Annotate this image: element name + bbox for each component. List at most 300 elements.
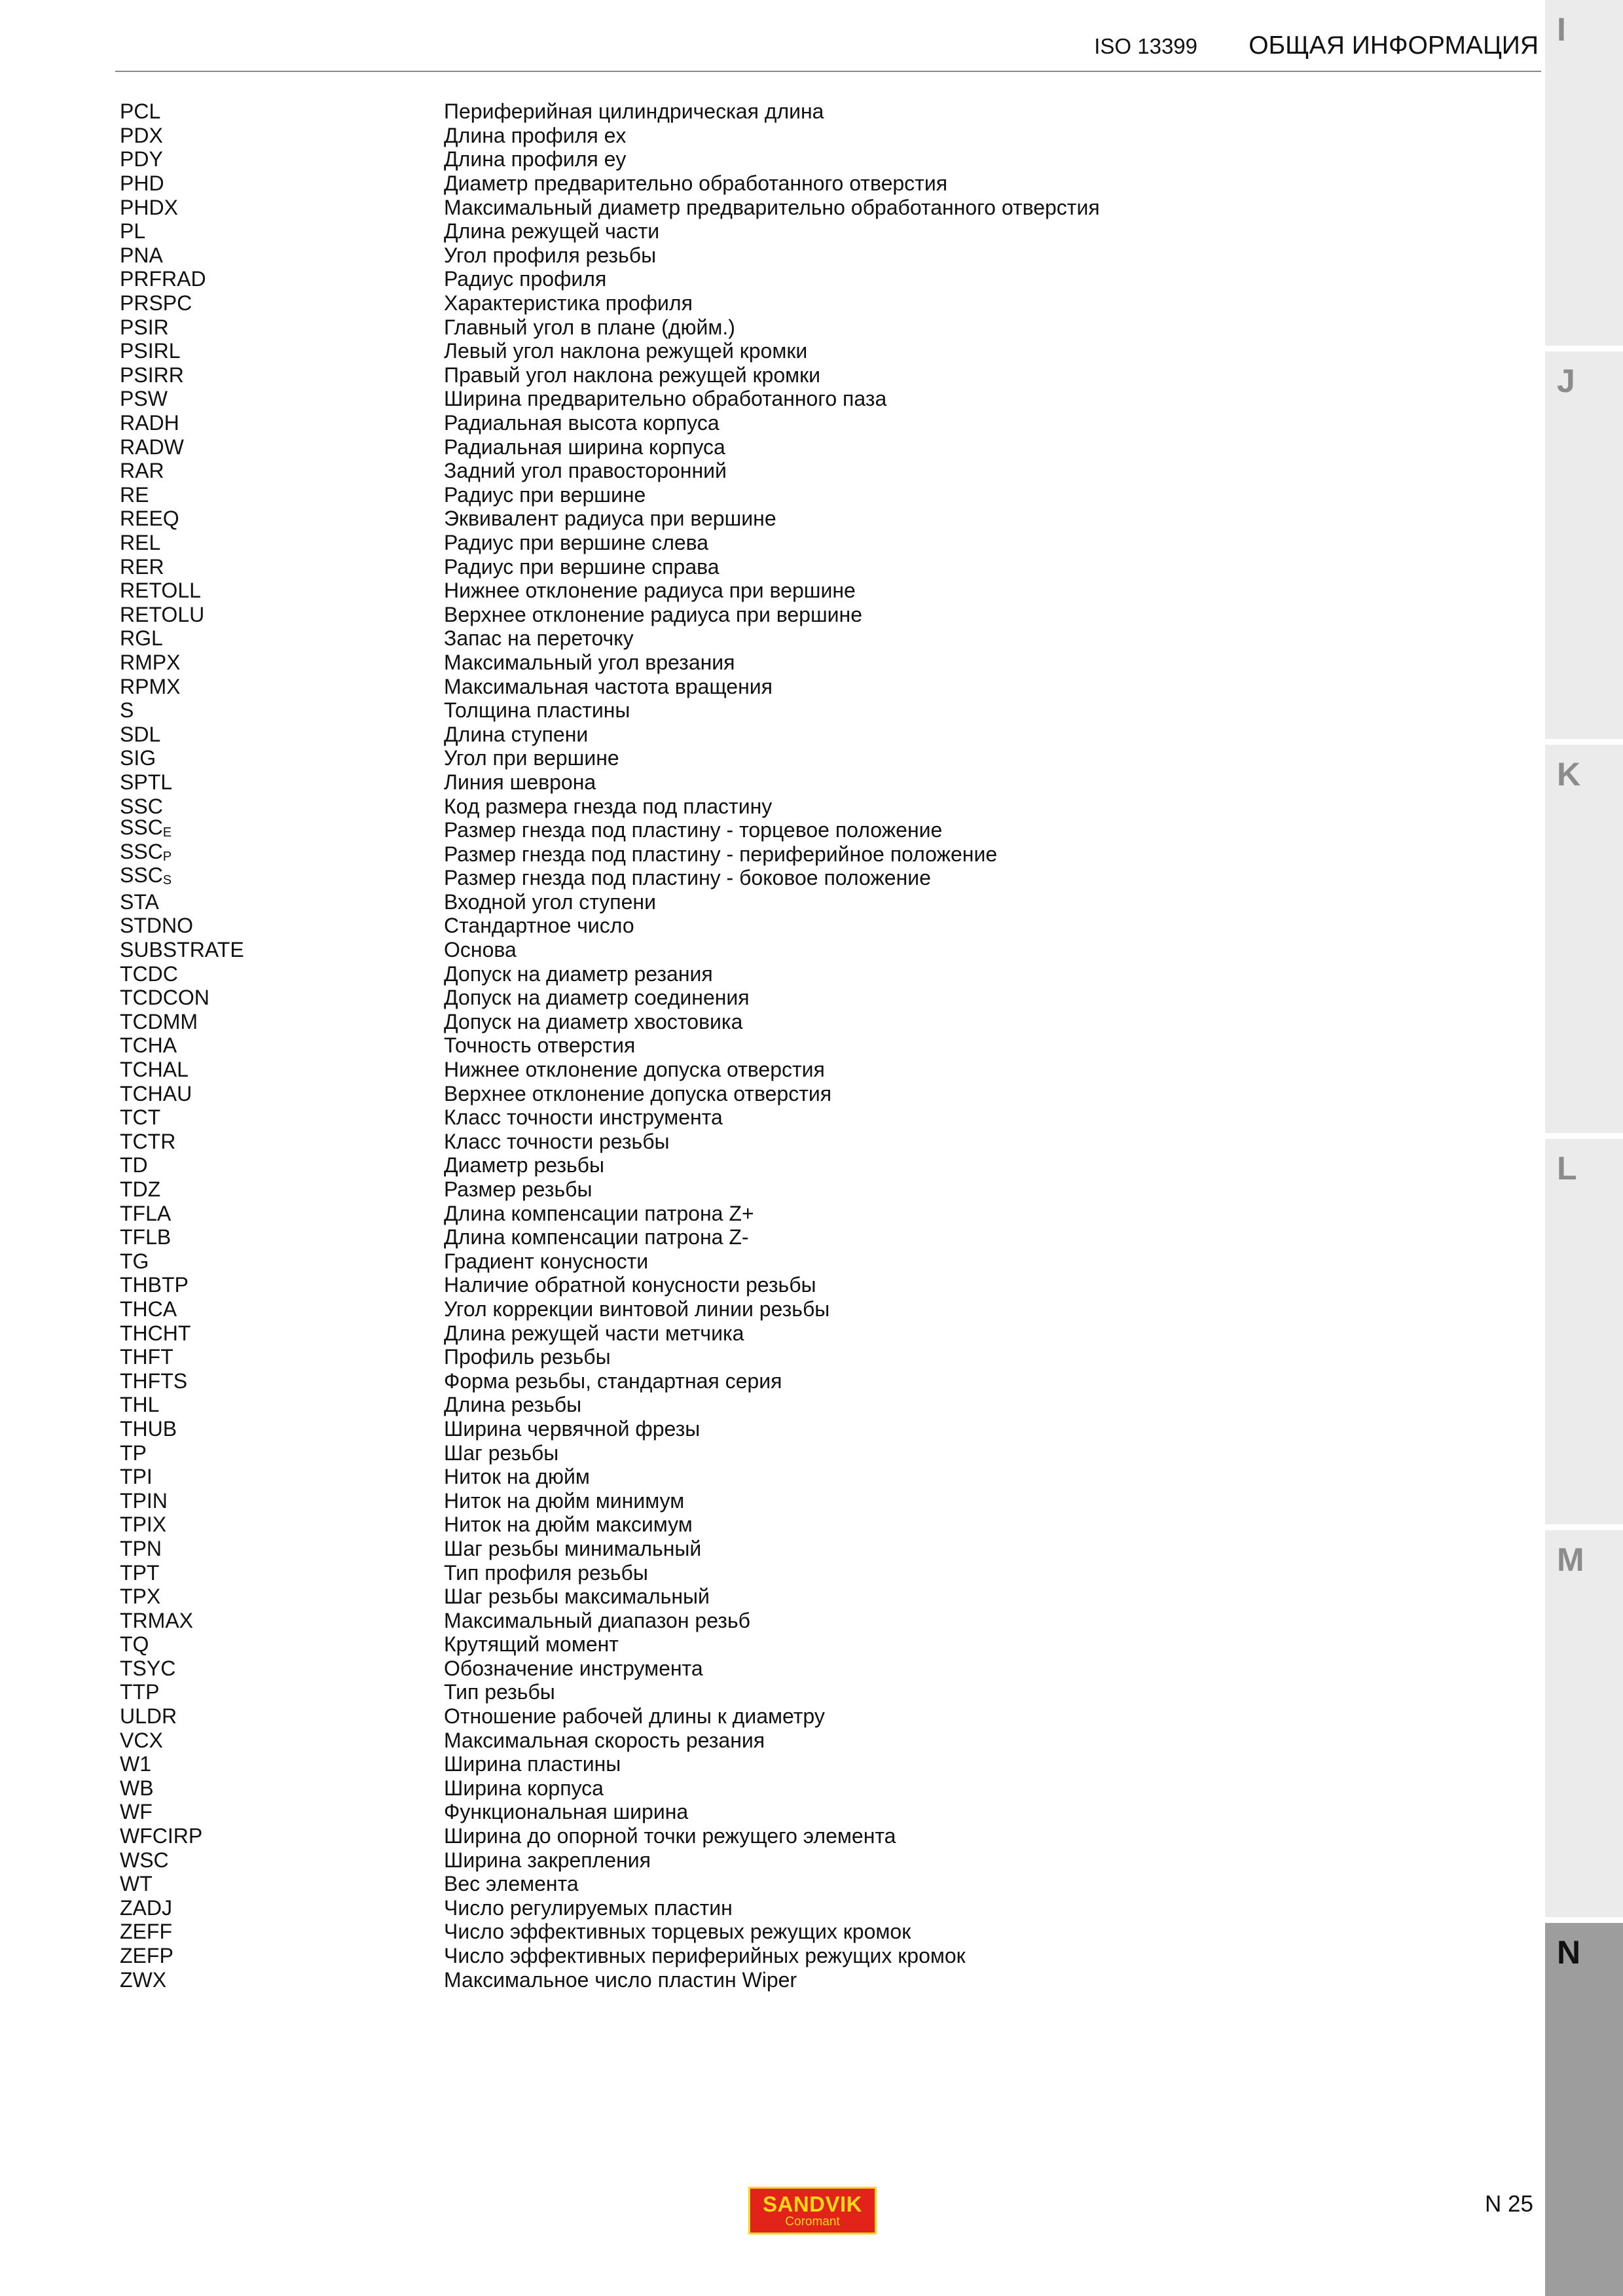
glossary-list [120,99,1495,1992]
glossary-code-text: TG [120,1249,149,1273]
glossary-code [120,746,444,770]
glossary-row [120,1297,1495,1321]
tab-letter: N [1557,1934,1581,1971]
glossary-code-subscript: S [162,873,172,888]
glossary-row [120,315,1495,339]
glossary-row [120,1680,1495,1704]
glossary-code [120,1489,444,1513]
glossary-row [120,243,1495,268]
glossary-code-text: TCDC [120,961,178,986]
glossary-description: Размер гнезда под пластину - торцевое положение [444,818,943,842]
glossary-description: Шаг резьбы максимальный [444,1585,710,1609]
glossary-code [120,1225,444,1249]
glossary-row [120,746,1495,770]
glossary-description: Угол профиля резьбы [444,243,657,267]
glossary-code-text: ZEFP [120,1944,173,1968]
glossary-description: Максимальный угол врезания [444,650,735,674]
glossary-code-text: VCX [120,1728,163,1752]
glossary-description: Число регулируемых пластин [444,1895,733,1920]
glossary-code-text: TRMAX [120,1608,193,1632]
glossary-row [120,1010,1495,1034]
glossary-description: Крутящий момент [444,1632,619,1657]
glossary-description: Ширина пластины [444,1752,621,1776]
logo-sub-text: Coromant [785,2214,840,2229]
glossary-code-text: RMPX [120,650,181,674]
glossary-row [120,435,1495,459]
glossary-row [120,291,1495,315]
glossary-code-text: PDY [120,147,163,171]
glossary-row [120,219,1495,243]
glossary-code [120,1561,444,1585]
glossary-code [120,1393,444,1416]
glossary-row [120,1848,1495,1872]
glossary-description: Ниток на дюйм [444,1465,590,1489]
glossary-code-text: TPN [120,1536,162,1560]
glossary-row [120,1776,1495,1801]
glossary-code [120,459,444,482]
glossary-description: Вес элемента [444,1872,579,1896]
glossary-code-text: SSC [120,816,163,840]
glossary-code [120,1632,444,1656]
glossary-row [120,839,1495,866]
glossary-code-text: W1 [120,1752,151,1776]
glossary-code [120,1680,444,1704]
glossary-code [120,171,444,195]
glossary-row [120,531,1495,555]
glossary-code-text: PRSPC [120,291,192,315]
page-number: N 25 [1485,2191,1533,2217]
glossary-code [120,1177,444,1201]
glossary-code-text: S [120,698,134,723]
glossary-code-text: SDL [120,722,161,746]
glossary-description: Максимальное число пластин Wiper [444,1967,797,1992]
glossary-code-text: THBTP [120,1273,189,1297]
glossary-row [120,1800,1495,1824]
glossary-code [120,267,444,291]
page-title: ОБЩАЯ ИНФОРМАЦИЯ [1249,31,1539,60]
glossary-code [120,1872,444,1895]
glossary-code [120,1058,444,1081]
glossary-code-text: TFLA [120,1201,172,1225]
glossary-code [120,1513,444,1536]
glossary-code-subscript: P [162,849,172,864]
glossary-code-subscript: E [162,825,172,840]
glossary-code-text: PDX [120,123,163,147]
glossary-code-text: RADH [120,411,179,435]
glossary-code-text: TPIX [120,1513,167,1537]
glossary-description: Ширина до опорной точки режущего элемента [444,1824,896,1848]
glossary-row [120,147,1495,171]
glossary-description: Ниток на дюйм минимум [444,1488,685,1513]
glossary-code-text: TQ [120,1632,149,1657]
glossary-description: Наличие обратной конусности резьбы [444,1273,816,1297]
glossary-code-text: ZADJ [120,1895,172,1920]
glossary-code-text: TPI [120,1465,153,1489]
glossary-code [120,1729,444,1752]
tab-l[interactable] [1545,1139,1623,1524]
glossary-description: Верхнее отклонение радиуса при вершине [444,602,862,626]
glossary-row [120,626,1495,651]
tab-letter: K [1557,756,1581,793]
glossary-row [120,1920,1495,1944]
glossary-row [120,1201,1495,1225]
glossary-code-text: THL [120,1393,160,1417]
glossary-code [120,363,444,387]
glossary-code-text: STDNO [120,914,193,938]
glossary-row [120,818,1495,842]
glossary-code [120,863,444,892]
glossary-code-text: TSYC [120,1656,176,1680]
glossary-code [120,1297,444,1321]
glossary-description: Радиус при вершине [444,482,646,507]
glossary-description: Максимальный диапазон резьб [444,1608,750,1632]
tab-j[interactable] [1545,351,1623,739]
tab-k[interactable] [1545,745,1623,1133]
glossary-code-text: STA [120,889,159,914]
glossary-code-text: TDZ [120,1177,161,1202]
glossary-row [120,1321,1495,1345]
glossary-code-text: TD [120,1153,148,1177]
glossary-code-text: RER [120,554,164,579]
glossary-code [120,124,444,147]
glossary-description: Диаметр предварительно обработанного отверстия [444,171,948,196]
glossary-code [120,1704,444,1728]
glossary-code [120,1249,444,1273]
glossary-code [120,1609,444,1632]
tab-letter: J [1557,363,1575,399]
glossary-description: Максимальная частота вращения [444,674,773,698]
glossary-code [120,1033,444,1057]
logo-brand-text: SANDVIK [762,2191,863,2216]
glossary-description: Градиент конусности [444,1249,649,1273]
glossary-description: Основа [444,938,517,962]
glossary-code [120,1585,444,1608]
tab-letter: I [1557,11,1566,48]
glossary-code-text: SIG [120,746,156,770]
glossary-code-text: PRFRAD [120,267,206,291]
glossary-code [120,1369,444,1393]
glossary-row [120,986,1495,1010]
glossary-row [120,1081,1495,1105]
glossary-code-text: THFTS [120,1369,188,1393]
glossary-code [120,219,444,243]
glossary-code-text: PCL [120,99,161,124]
glossary-code [120,579,444,602]
glossary-code [120,387,444,410]
glossary-row [120,1896,1495,1920]
glossary-code-text: PSW [120,387,168,411]
glossary-description: Радиальная высота корпуса [444,411,720,435]
glossary-code [120,1417,444,1441]
glossary-code-text: THCHT [120,1321,191,1345]
glossary-description: Профиль резьбы [444,1345,611,1369]
glossary-row [120,1225,1495,1249]
glossary-code-text: TCDMM [120,1009,198,1033]
glossary-code-text: SSC [120,863,163,888]
glossary-row [120,554,1495,579]
glossary-row [120,1657,1495,1681]
glossary-code-text: RADW [120,435,184,459]
glossary-row [120,1058,1495,1082]
glossary-code [120,675,444,698]
glossary-code-text: ZWX [120,1967,167,1992]
glossary-row [120,1537,1495,1561]
glossary-code-text: TCHAL [120,1058,189,1082]
glossary-row [120,339,1495,363]
glossary-code [120,626,444,650]
glossary-row [120,1704,1495,1729]
glossary-code [120,770,444,794]
glossary-code [120,1010,444,1033]
glossary-code-text: PNA [120,243,163,267]
glossary-code-text: PSIRR [120,363,184,387]
glossary-description: Длина компенсации патрона Z- [444,1225,749,1249]
glossary-description: Ширина предварительно обработанного паза [444,387,887,411]
glossary-code [120,1465,444,1488]
glossary-row [120,794,1495,818]
glossary-description: Число эффективных торцевых режущих кромок [444,1920,911,1944]
glossary-row [120,1393,1495,1417]
glossary-row [120,914,1495,938]
tab-n[interactable] [1545,1923,1623,2296]
glossary-row [120,1944,1495,1968]
glossary-code-text: RE [120,482,149,507]
glossary-description: Точность отверстия [444,1033,636,1058]
glossary-row [120,1585,1495,1609]
glossary-code [120,1848,444,1872]
glossary-description: Длина профиля ey [444,147,627,171]
glossary-code [120,1944,444,1967]
glossary-code-text: REEQ [120,507,179,531]
glossary-row [120,99,1495,124]
glossary-description: Радиус при вершине слева [444,530,709,554]
glossary-row [120,1608,1495,1632]
glossary-row [120,961,1495,986]
glossary-description: Класс точности резьбы [444,1129,670,1153]
glossary-description: Отношение рабочей длины к диаметру [444,1704,825,1729]
glossary-description: Правый угол наклона режущей кромки [444,363,820,387]
glossary-description: Верхнее отклонение допуска отверстия [444,1081,832,1105]
glossary-code-text: PSIR [120,315,169,339]
glossary-code [120,938,444,961]
glossary-code-text: WT [120,1872,153,1896]
glossary-row [120,1632,1495,1657]
tab-m[interactable] [1545,1530,1623,1917]
glossary-description: Ниток на дюйм максимум [444,1513,693,1537]
glossary-code [120,1824,444,1848]
glossary-description: Класс точности инструмента [444,1105,723,1130]
glossary-row [120,938,1495,962]
glossary-row [120,1728,1495,1752]
glossary-description: Ширина червячной фрезы [444,1416,701,1441]
glossary-code [120,1273,444,1297]
glossary-description: Форма резьбы, стандартная серия [444,1369,782,1393]
glossary-description: Угол при вершине [444,746,619,770]
glossary-description: Ширина закрепления [444,1848,651,1872]
glossary-description: Характеристика профиля [444,291,693,315]
glossary-code [120,1896,444,1920]
glossary-code-text: ULDR [120,1704,177,1729]
glossary-code-text: SUBSTRATE [120,938,244,962]
glossary-code-text: RAR [120,459,164,483]
glossary-description: Задний угол правосторонний [444,459,727,483]
glossary-description: Длина резьбы [444,1393,582,1417]
glossary-row [120,1345,1495,1369]
glossary-code-text: TFLB [120,1225,172,1249]
glossary-code [120,99,444,123]
glossary-row [120,1872,1495,1896]
glossary-row [120,722,1495,746]
glossary-code-text: THFT [120,1345,173,1369]
glossary-row [120,651,1495,675]
glossary-code-text: WSC [120,1848,169,1872]
glossary-code-text: TCDCON [120,986,210,1010]
glossary-code-text: PL [120,219,146,243]
glossary-code-text: SSC [120,839,163,863]
glossary-code [120,890,444,914]
glossary-description: Длина ступени [444,722,589,746]
glossary-code [120,1321,444,1345]
tab-letter: M [1557,1541,1584,1578]
glossary-code-text: TPT [120,1560,160,1585]
glossary-description: Радиальная ширина корпуса [444,435,725,459]
glossary-description: Допуск на диаметр хвостовика [444,1009,743,1033]
glossary-row [120,195,1495,219]
glossary-code-text: ZEFF [120,1920,172,1944]
glossary-code [120,1105,444,1129]
glossary-code-text: PHD [120,171,164,196]
glossary-code [120,1800,444,1823]
glossary-code-text: THCA [120,1297,177,1321]
glossary-row [120,1465,1495,1489]
glossary-code [120,914,444,937]
glossary-description: Тип профиля резьбы [444,1560,648,1585]
glossary-row [120,1513,1495,1537]
glossary-description: Входной угол ступени [444,889,656,914]
glossary-code [120,698,444,722]
glossary-code-text: PSIRL [120,339,181,363]
glossary-code-text: SSC [120,794,163,818]
glossary-row [120,1967,1495,1992]
glossary-description: Допуск на диаметр соединения [444,986,750,1010]
glossary-row [120,698,1495,723]
glossary-code [120,1345,444,1369]
glossary-row [120,1130,1495,1154]
glossary-code-text: REL [120,530,161,554]
glossary-row [120,267,1495,291]
glossary-code [120,147,444,171]
glossary-row [120,124,1495,148]
glossary-row [120,579,1495,603]
glossary-code-text: WFCIRP [120,1824,203,1848]
glossary-code [120,243,444,267]
glossary-code [120,1153,444,1177]
glossary-code [120,1776,444,1800]
glossary-description: Шаг резьбы [444,1441,559,1465]
glossary-code [120,339,444,363]
glossary-row [120,1273,1495,1297]
glossary-code [120,1441,444,1465]
glossary-code [120,1968,444,1992]
page-header [115,26,1541,72]
glossary-row [120,674,1495,698]
glossary-code-text: TCHAU [120,1081,192,1105]
glossary-description: Ширина корпуса [444,1776,604,1800]
glossary-code-text: SPTL [120,770,173,794]
glossary-code [120,291,444,315]
glossary-description: Периферийная цилиндрическая длина [444,99,824,124]
glossary-code [120,962,444,986]
glossary-description: Длина режущей части [444,219,660,243]
glossary-description: Размер гнезда под пластину - боковое положение [444,866,931,890]
glossary-description: Радиус профиля [444,267,607,291]
glossary-code-text: RETOLL [120,579,201,603]
glossary-code [120,1130,444,1153]
glossary-code [120,507,444,530]
glossary-description: Максимальная скорость резания [444,1728,765,1752]
glossary-description: Обозначение инструмента [444,1656,703,1680]
glossary-code [120,555,444,579]
glossary-row [120,863,1495,890]
glossary-code [120,986,444,1009]
glossary-code [120,483,444,507]
glossary-row [120,363,1495,387]
glossary-row [120,1488,1495,1513]
tab-letter: L [1557,1150,1577,1187]
glossary-description: Стандартное число [444,914,634,938]
glossary-code [120,196,444,219]
glossary-code-text: RGL [120,626,163,651]
glossary-description: Нижнее отклонение допуска отверстия [444,1058,825,1082]
glossary-code [120,1082,444,1105]
glossary-code [120,795,444,818]
glossary-row [120,171,1495,196]
glossary-row [120,1560,1495,1585]
glossary-row [120,1177,1495,1202]
glossary-code [120,531,444,554]
glossary-row [120,507,1495,531]
glossary-row [120,1417,1495,1441]
glossary-row [120,602,1495,626]
glossary-row [120,1033,1495,1058]
glossary-description: Угол коррекции винтовой линии резьбы [444,1297,830,1321]
glossary-code-text: TCT [120,1105,161,1130]
glossary-description: Диаметр резьбы [444,1153,604,1177]
glossary-code [120,1657,444,1680]
glossary-description: Тип резьбы [444,1680,555,1704]
glossary-row [120,1441,1495,1465]
glossary-code-text: TCHA [120,1033,177,1058]
glossary-row [120,890,1495,914]
glossary-code-text: TPIN [120,1488,168,1513]
glossary-description: Шаг резьбы минимальный [444,1536,702,1560]
glossary-description: Нижнее отклонение радиуса при вершине [444,579,856,603]
glossary-description: Главный угол в плане (дюйм.) [444,315,735,339]
tab-i[interactable] [1545,0,1623,346]
glossary-description: Линия шеврона [444,770,596,794]
glossary-description: Длина профиля ex [444,123,627,147]
glossary-description: Код размера гнезда под пластину [444,794,773,818]
glossary-description: Допуск на диаметр резания [444,961,713,986]
glossary-code [120,1752,444,1776]
glossary-code-text: RETOLU [120,602,205,626]
glossary-code-text: WF [120,1800,153,1824]
glossary-code-text: RPMX [120,674,181,698]
glossary-code [120,603,444,626]
glossary-code [120,1202,444,1225]
glossary-description: Длина режущей части метчика [444,1321,744,1345]
glossary-description: Левый угол наклона режущей кромки [444,339,808,363]
